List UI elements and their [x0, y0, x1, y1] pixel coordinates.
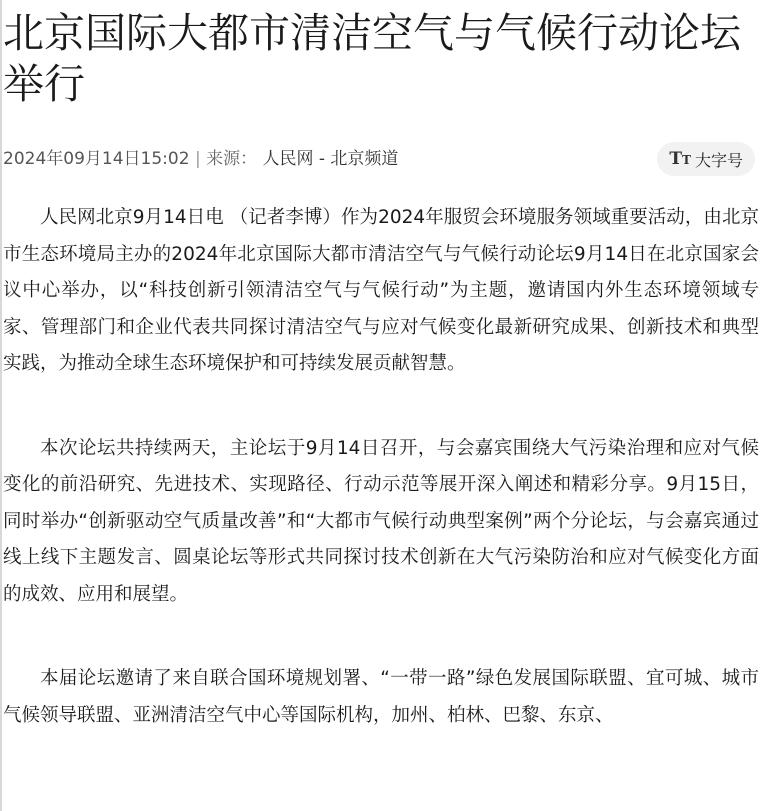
font-size-icon: T T: [669, 149, 691, 169]
paragraph-1: 人民网北京9月14日电 （记者李博）作为2024年服贸会环境服务领域重要活动，由北京市生态环境局主办的2024年北京国际大都市清洁空气与气候行动论坛9月14日在北京国家会议中心举办，以“科技创新引领清洁空气与气候行动”为主题，邀请国内外生态环境领域专家、管理部门和企业代表共同探讨清洁空气与应对气候变化最新研究成果、创新技术和典型实践，为推动全球生态环境保护和可持续发展贡献智慧。: [3, 207, 759, 374]
article-body: [3, 200, 765, 734]
paragraph-3: 本届论坛邀请了来自联合国环境规划署、“一带一路”绿色发展国际联盟、宜可城、城市气候领导联盟、亚洲清洁空气中心等国际机构，加州、柏林、巴黎、东京、: [3, 668, 759, 726]
large-font-button[interactable]: [657, 142, 755, 176]
meta-separator: |: [194, 149, 201, 169]
source-label: 来源：: [206, 149, 258, 169]
article-meta: [3, 146, 398, 172]
article: [3, 0, 765, 782]
article-title: 北京国际大都市清洁空气与气候行动论坛举行: [3, 9, 741, 108]
large-font-label: 大字号: [694, 150, 743, 170]
paragraph-2: 本次论坛共持续两天，主论坛于9月14日召开，与会嘉宾围绕大气污染治理和应对气候变化的前沿研究、先进技术、实现路径、行动示范等展开深入阐述和精彩分享。9月15日，同时举办“创新驱动空气质量改善”和“大都市气候行动典型案例”两个分论坛，与会嘉宾通过线上线下主题发言、圆桌论坛等形式共同探讨技术创新在大气污染防治和应对气候变化方面的成效、应用和展望。: [3, 437, 759, 605]
publish-datetime: 2024年09月14日15:02: [3, 149, 190, 169]
article-meta-row: [3, 142, 765, 176]
left-border: [0, 0, 2, 811]
source-name[interactable]: 人民网 - 北京频道: [262, 149, 399, 169]
